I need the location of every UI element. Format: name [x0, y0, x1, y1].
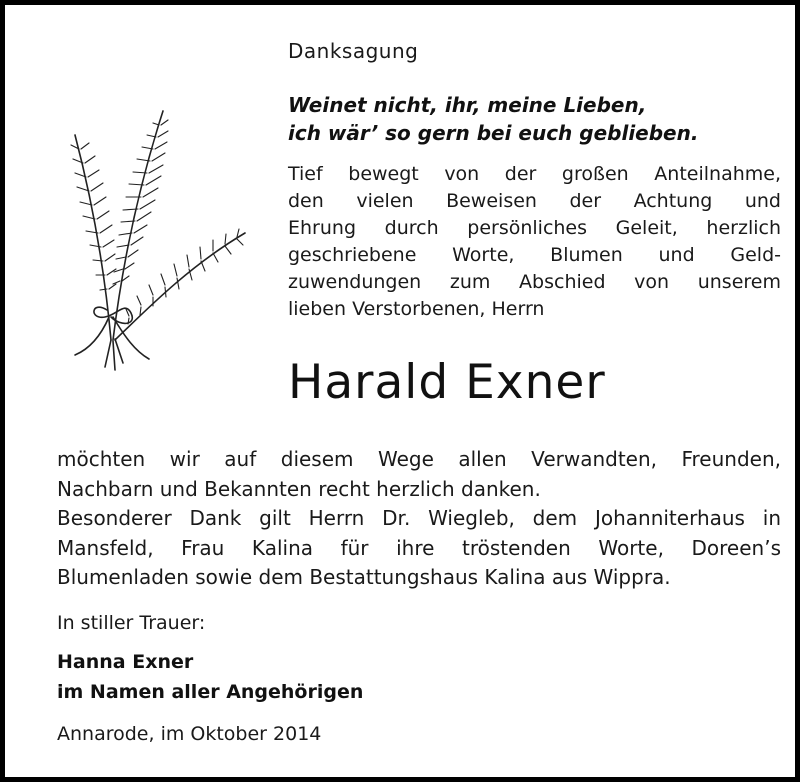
verse-line: ich wär’ so gern bei euch geblieben. — [288, 121, 699, 145]
fern-bouquet-icon — [61, 105, 257, 375]
thanks-line: Besonderer Dank gilt Herrn Dr. Wiegleb, dem Johanniterhaus in — [57, 506, 781, 530]
mourning-line: In stiller Trauer: — [57, 612, 206, 634]
deceased-name: Harald Exner — [288, 355, 606, 410]
intro-line: zuwendungen zum Abschied von unserem — [288, 271, 781, 293]
notice-heading: Danksagung — [288, 39, 419, 63]
intro-paragraph — [288, 161, 781, 323]
intro-line: den vielen Beweisen der Achtung und — [288, 190, 781, 212]
verse-line: Weinet nicht, ihr, meine Lieben, — [288, 93, 647, 117]
place-date: Annarode, im Oktober 2014 — [57, 723, 322, 745]
thanks-line: möchten wir auf diesem Wege allen Verwandten, Freunden, — [57, 447, 781, 471]
thanks-line: Mansfeld, Frau Kalina für ihre tröstenden Worte, Doreen’s — [57, 535, 781, 560]
signers-block — [57, 647, 363, 707]
thanks-line: Nachbarn und Bekannten recht herzlich danken. — [57, 476, 541, 501]
intro-line: geschriebene Worte, Blumen und Geld- — [288, 244, 781, 266]
verse-quote — [288, 91, 698, 147]
signer-note: im Namen aller Angehörigen — [57, 681, 364, 703]
intro-line: Tief bewegt von der großen Anteilnahme, — [288, 163, 781, 185]
thanks-paragraph — [57, 445, 781, 593]
signer-name: Hanna Exner — [57, 651, 194, 673]
thanks-line: Blumenladen sowie dem Bestattungshaus Kalina aus Wippra. — [57, 565, 671, 589]
intro-line: lieben Verstorbenen, Herrn — [288, 298, 545, 320]
intro-line: Ehrung durch persönliches Geleit, herzlich — [288, 217, 781, 239]
